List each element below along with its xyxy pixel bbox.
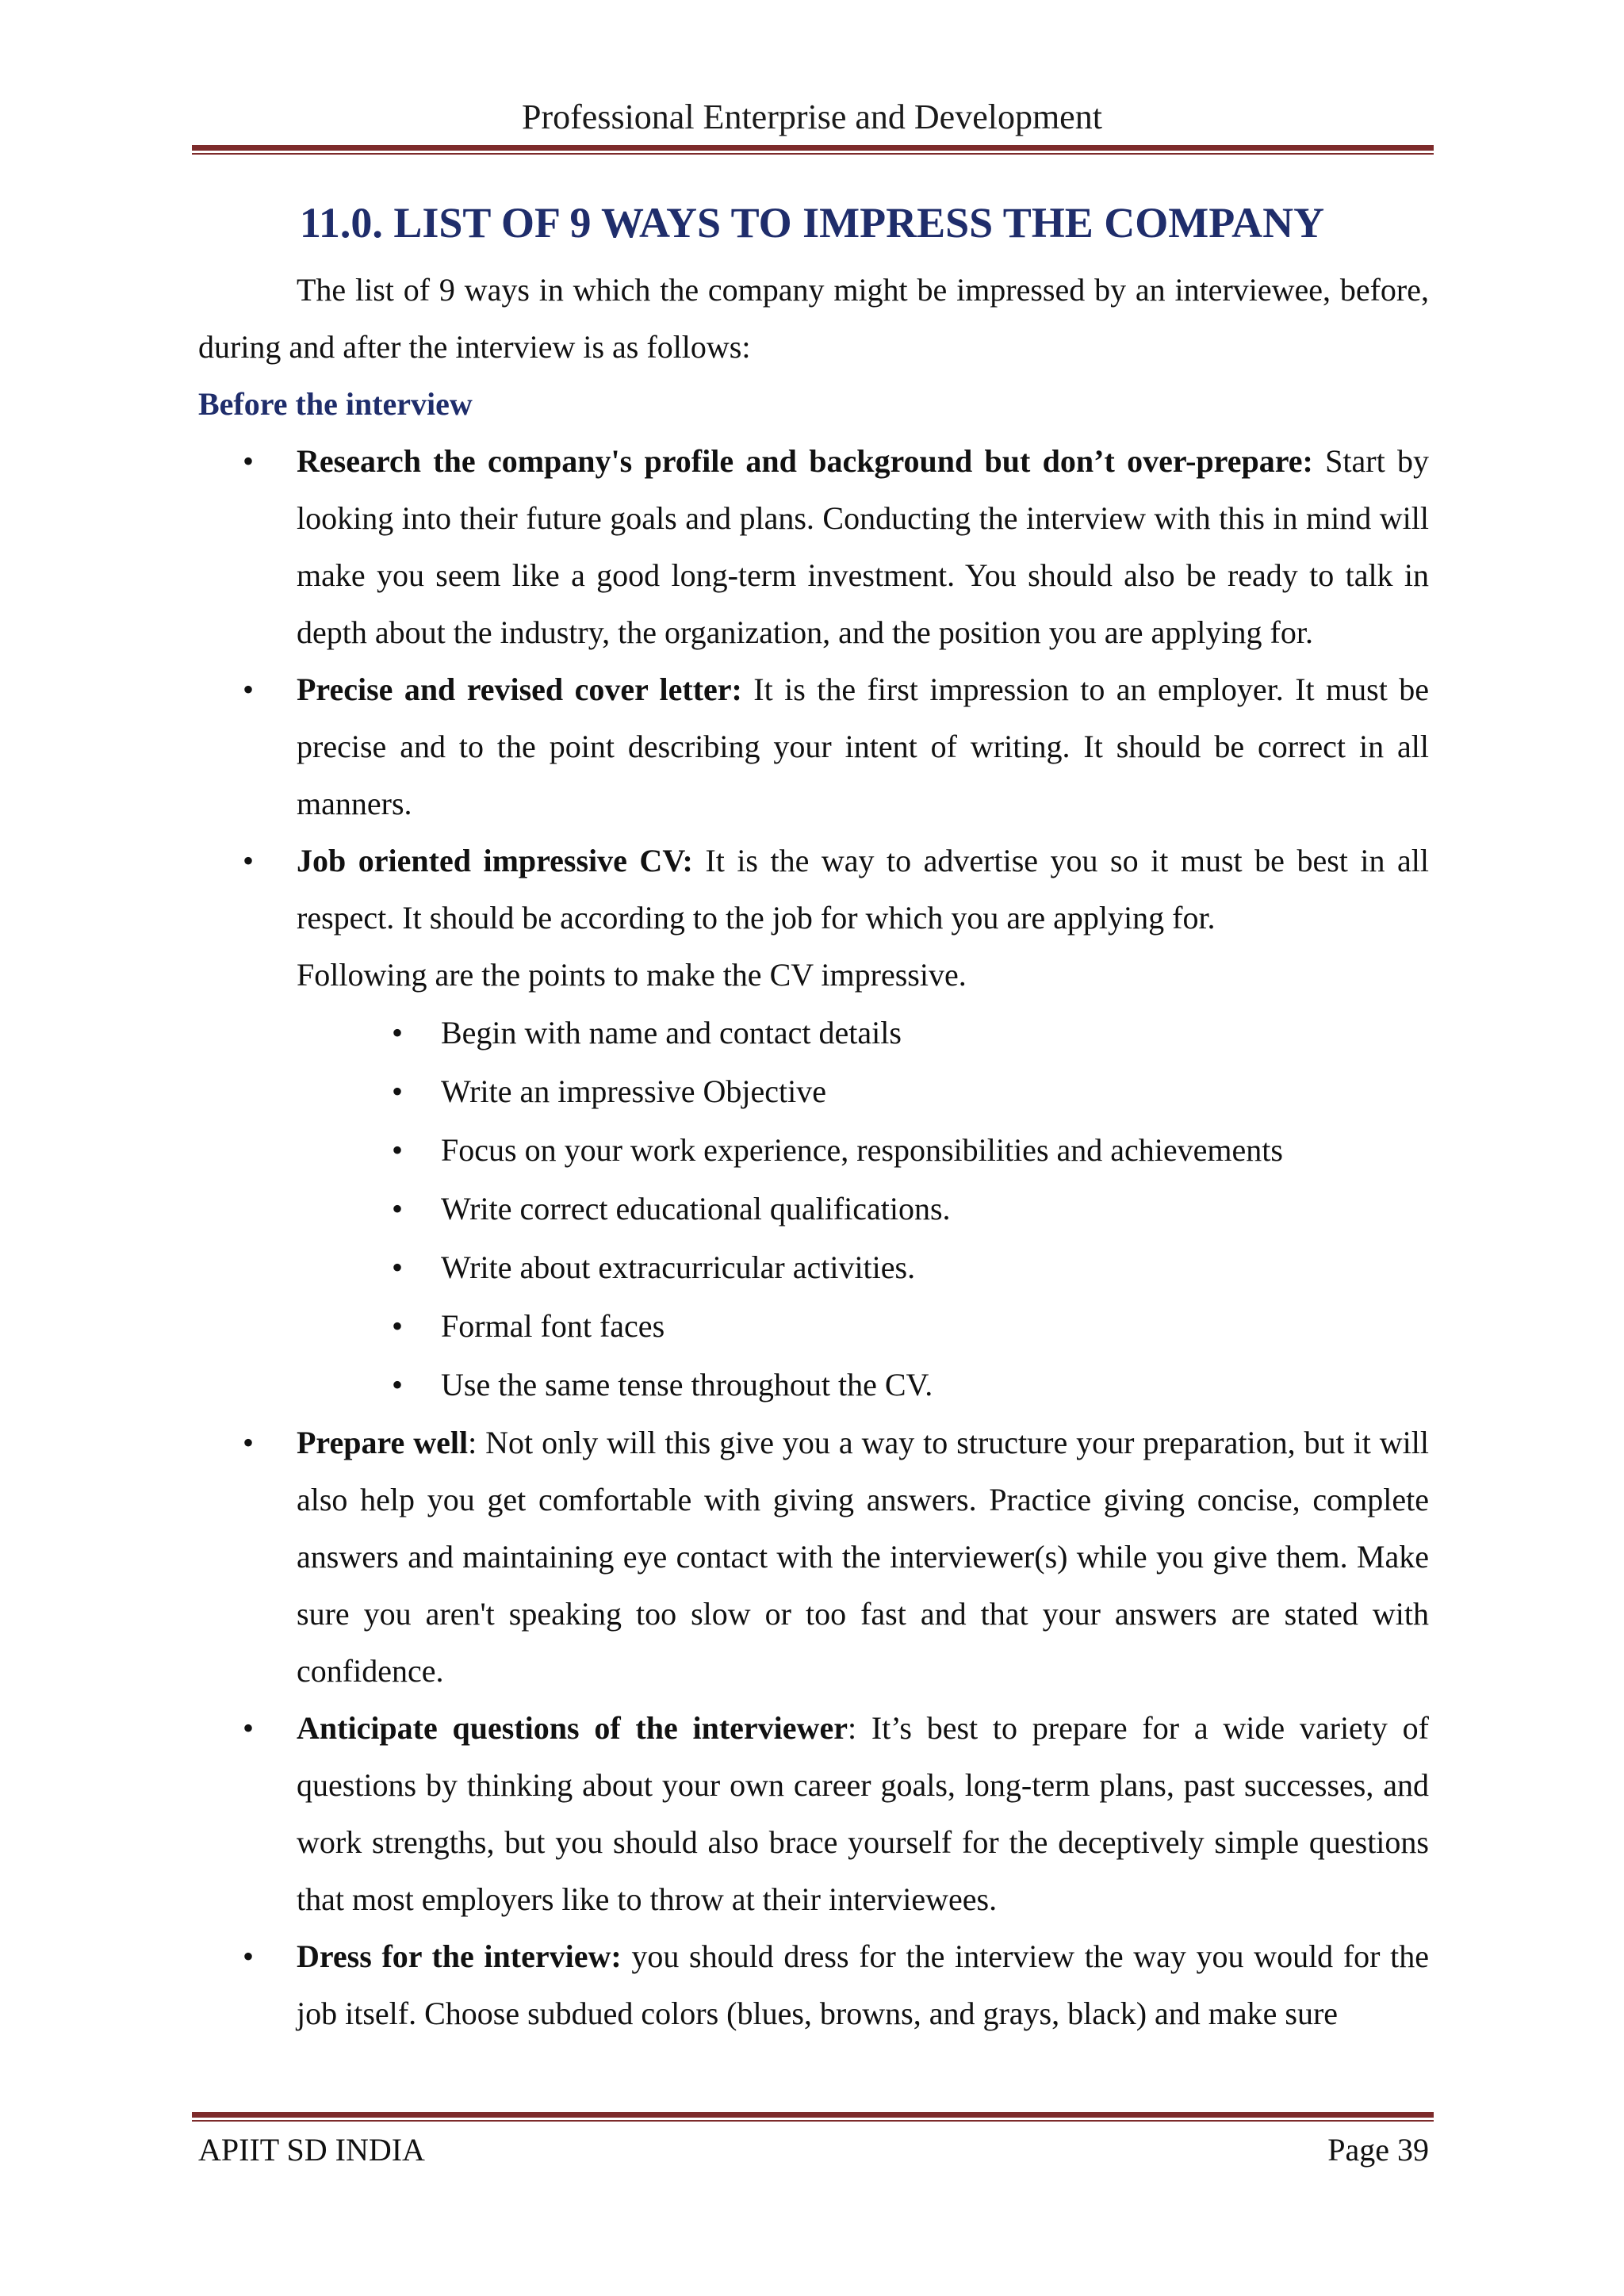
item-term: Research the company's profile and background but don’t over-prepare: (297, 443, 1313, 479)
bullet-icon: • (392, 1367, 404, 1402)
section-title: 11.0. LIST OF 9 WAYS TO IMPRESS THE COMPANY (299, 199, 1325, 247)
bullet-icon: • (392, 1073, 404, 1109)
list-item (198, 832, 1429, 1414)
ways-list (198, 433, 1429, 2042)
sub-item-text: Write about extracurricular activities. (441, 1249, 916, 1285)
running-header: Professional Enterprise and Development (522, 98, 1102, 136)
footer-institution: APIIT SD INDIA (198, 2132, 425, 2168)
item-text: Start by looking into their future goals and plans. Conducting the interview with this in mind will make you seem like a good long-term investment. You should also be ready to talk in depth about the industry, the organization, and the position you are applying for. (297, 443, 1429, 650)
cv-points-list (297, 1004, 1429, 1414)
bullet-icon: • (243, 843, 255, 878)
sub-list-item (297, 1004, 1429, 1062)
bullet-icon: • (392, 1191, 404, 1226)
bullet-icon: • (392, 1132, 404, 1168)
sub-item-text: Formal font faces (441, 1308, 665, 1344)
item-term: Job oriented impressive CV: (297, 843, 693, 878)
item-term: Anticipate questions of the interviewer (297, 1710, 848, 1746)
subheading-before-interview: Before the interview (198, 386, 473, 422)
item-text: : It’s best to prepare for a wide variety of questions by thinking about your own career goals, long-term plans, past successes, and work strengths, but you should also brace yourself for the deceptively simple questions that most employers like to throw at their interviewees. (297, 1710, 1429, 1917)
sub-item-text: Focus on your work experience, responsibilities and achievements (441, 1132, 1283, 1168)
list-item (198, 1928, 1429, 2042)
sub-item-text: Begin with name and contact details (441, 1015, 902, 1050)
bullet-icon: • (243, 1710, 255, 1746)
footer-rule (192, 2112, 1434, 2122)
intro-paragraph: The list of 9 ways in which the company might be impressed by an interviewee, before, during and after the interview is as follows: (198, 272, 1429, 365)
bullet-icon: • (392, 1015, 404, 1050)
bullet-icon: • (243, 443, 255, 479)
sub-list-item (297, 1297, 1429, 1356)
sub-list-item (297, 1121, 1429, 1180)
bullet-icon: • (243, 672, 255, 707)
item-text: you should dress for the interview the way you would for the job itself. Choose subdued colors (blues, browns, and grays, black) and make sure (297, 1938, 1429, 2031)
item-text: It is the first impression to an employer. It must be precise and to the point describing your intent of writing. It should be correct in all manners. (297, 672, 1429, 821)
page-number: Page 39 (1327, 2132, 1429, 2168)
item-term: Dress for the interview: (297, 1938, 622, 1974)
item-term: Prepare well (297, 1425, 469, 1460)
item-term: Precise and revised cover letter: (297, 672, 742, 707)
bullet-icon: • (392, 1249, 404, 1285)
list-item (198, 1700, 1429, 1928)
page-content (198, 262, 1429, 2042)
list-item (198, 661, 1429, 832)
sub-list-item (297, 1180, 1429, 1238)
list-item (198, 1414, 1429, 1700)
bullet-icon: • (392, 1308, 404, 1344)
item-text: : Not only will this give you a way to structure your preparation, but it will also help you get comfortable with giving answers. Practice giving concise, complete answers and maintaining eye contact with the interviewer(s) while you give them. Make sure you aren't speaking too slow or too fast and that your answers are stated with confidence. (297, 1425, 1429, 1689)
sub-list-item (297, 1238, 1429, 1297)
list-item (198, 433, 1429, 661)
sub-item-text: Use the same tense throughout the CV. (441, 1367, 933, 1402)
item-text: It is the way to advertise you so it must be best in all respect. It should be according to the job for which you are applying for. (297, 843, 1429, 936)
header-rule (192, 145, 1434, 155)
sub-list-item (297, 1356, 1429, 1414)
sub-item-text: Write correct educational qualifications. (441, 1191, 951, 1226)
sub-item-text: Write an impressive Objective (441, 1073, 826, 1109)
cv-points-intro: Following are the points to make the CV impressive. (297, 957, 967, 993)
bullet-icon: • (243, 1938, 255, 1974)
sub-list-item (297, 1062, 1429, 1121)
bullet-icon: • (243, 1425, 255, 1460)
